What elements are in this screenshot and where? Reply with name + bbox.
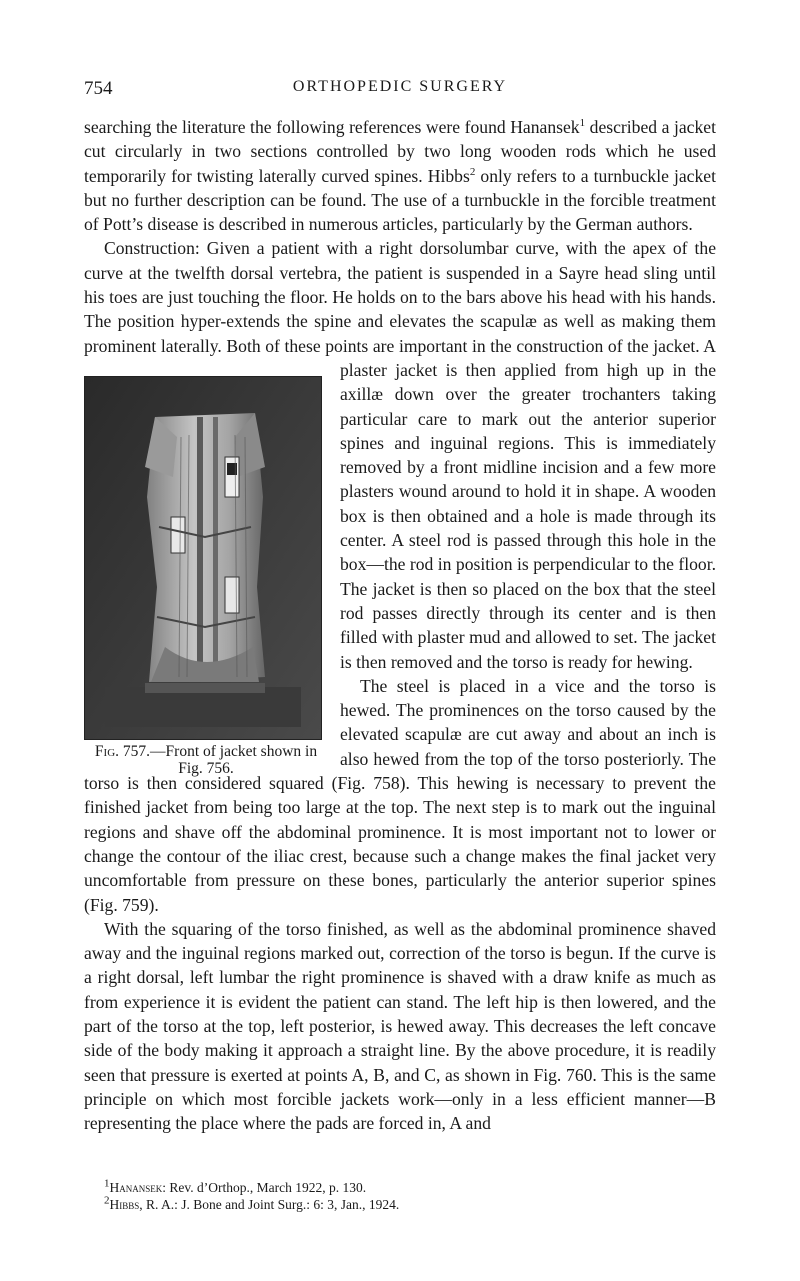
footnote-text: , R. A.: J. Bone and Joint Surg.: 6: 3, Jan., 1924. [139, 1197, 400, 1212]
footnote-2 [84, 1196, 716, 1213]
paragraph-correction [84, 917, 716, 1136]
running-head [84, 78, 716, 102]
footnote-ref: 1 [579, 117, 586, 130]
paragraph-text: The steel is placed in a vice and the torso is hewed. The prominences on the torso caused by the elevated scapulæ are cut away and about an inch is also hewed from the top of the torso posteriorly. The torso is then considered squared (Fig. 758). This hewing is necessary to prevent the finished jacket from being too large at the top. The next step is to mark out the inguinal regions and shave off the abdominal prominence. It is most important not to lower or change the contour of the iliac crest, because such a change makes the final jacket very uncomfortable from pressure on these bones, particularly the anterior superior spines (Fig. 759). [84, 675, 716, 915]
footnote-marker: 2 [104, 1194, 110, 1207]
paragraph-literature [84, 115, 716, 236]
footnote-1 [84, 1179, 716, 1196]
footnote-marker: 1 [104, 1177, 110, 1190]
figure-label: Fig. 757. [94, 743, 151, 760]
paragraph-text: described a jacket cut circularly in two sections controlled by two long wooden rods which he used temporarily for twisting laterally curved spines. Hibbs [84, 117, 716, 186]
paragraph-text: Construction: Given a patient with a right dorsolumbar curve, with the apex of the curve at the twelfth dorsal vertebra, the patient is suspended in a Sayre head sling until his toes are just touching the floor. He holds on to the bars above his head with his hands. The position hyper-extends the spine and elevates the scapulæ as well as making them prominent laterally. Both of these points are important in the construction of the jacket. A plaster jacket is then applied from high up in the axillæ down over the greater trochanters taking particular care to mark out the anterior superior spines and inguinal regions. This is immediately removed by a front midline incision and a few more plasters wound around to hold it in shape. A wooden box is then obtained and a hole is made through its center. A steel rod is passed through this hole in the box—the rod in position is perpendicular to the floor. The jacket is then so placed on the box that the steel rod passes directly through its center and is then filled with plaster mud and allowed to set. The jacket is then removed and the torso is ready for hewing. [84, 238, 716, 672]
footnote-author: Hanansek [109, 1180, 163, 1195]
footnote-text: : Rev. d’Orthop., March 1922, p. 130. [162, 1180, 367, 1195]
footnote-author: Hibbs [109, 1197, 140, 1212]
running-title: ORTHOPEDIC SURGERY [292, 78, 508, 95]
figure-757 [84, 376, 328, 777]
paragraph-text: searching the literature the following references were found Hanansek [84, 117, 580, 137]
page-number: 754 [84, 78, 113, 99]
footnote-ref: 2 [469, 165, 476, 178]
jacket-photo-illustration [85, 377, 321, 739]
jacket-photo [84, 376, 322, 740]
figure-caption [84, 743, 328, 777]
paragraph-text: only refers to a turnbuckle jacket but no further description can be found. The use of a turnbuckle in the forcible treatment of Pott’s disease is described in numerous articles, particularly by the German authors. [84, 165, 716, 235]
footnotes [84, 1179, 716, 1213]
paragraph-text: With the squaring of the torso finished, as well as the abdominal prominence shaved away and the inguinal regions marked out, correction of the torso is begun. If the curve is a right dorsal, left lumbar the right prominence is shaved with a draw knife as much as from experience it is evident the patient can stand. The left hip is then lowered, and the part of the torso at the top, left posterior, is hewed away. This decreases the left concave side of the body making it approach a straight line. By the above procedure, it is readily seen that pressure is exerted at points A, B, and C, as shown in Fig. 760. This is the same principle on which most forcible jackets work—only in a less efficient manner—B representing the place where the pads are forced in, A and [84, 918, 716, 1134]
figure-caption-text: —Front of jacket shown in Fig. 756. [150, 743, 318, 777]
